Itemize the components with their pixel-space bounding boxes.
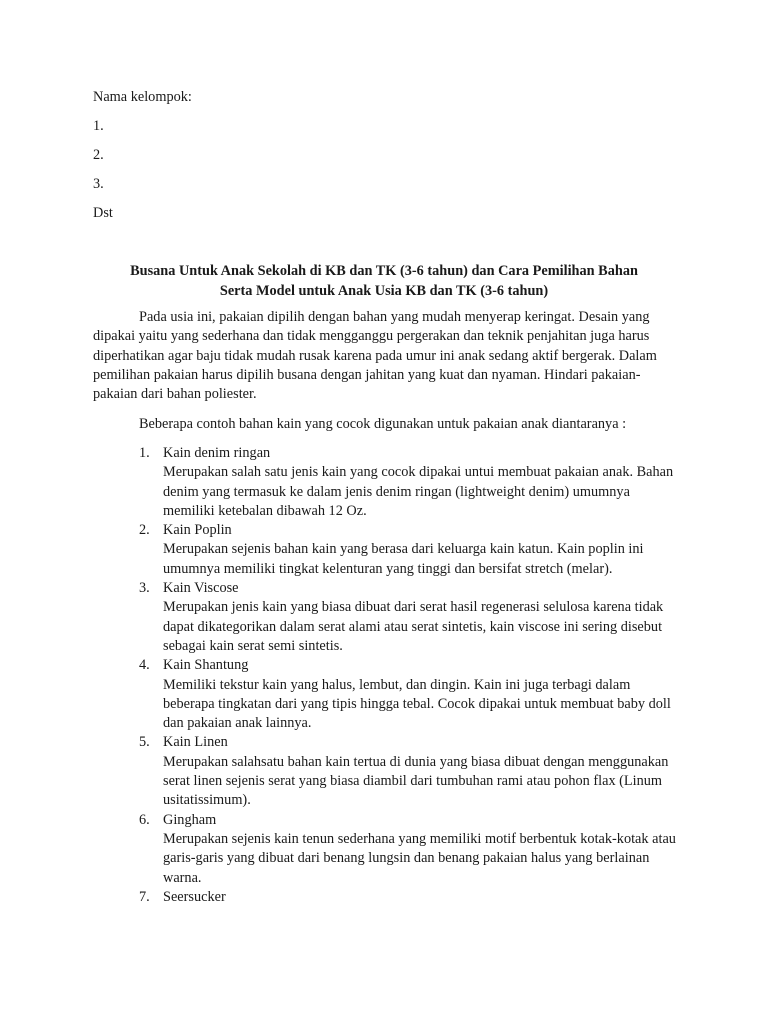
intro-paragraph: Pada usia ini, pakaian dipilih dengan bahan yang mudah menyerap keringat. Desain yang dipakai yaitu yang sederhana dan tidak mengganggu pergerakan dan teknik penjahitan juga harus diperhatikan agar baju tidak mudah rusak karena pada umur ini anak sedang aktif bergerak. Dalam pemilihan pakaian harus dipilih busana dengan jahitan yang kuat dan nyaman. Hindari pakaian-pakaian dari bahan poliester. — [93, 309, 657, 403]
list-item-number: 3. — [139, 580, 150, 597]
list-item — [139, 811, 679, 888]
list-item-number: 7. — [139, 888, 150, 905]
fabric-name: Kain Viscose — [163, 580, 239, 597]
list-item — [139, 579, 679, 656]
group-label: Nama kelompok: — [93, 89, 192, 105]
fabric-description: Merupakan sejenis kain tenun sederhana yang memiliki motif berbentuk kotak-kotak atau garis-garis yang dibuat dari benang lungsin dan benang pakaian halus yang berlainan warna. — [163, 830, 676, 886]
fabric-description: Memiliki tekstur kain yang halus, lembut, dan dingin. Kain ini juga terbagi dalam beberapa tingkatan dari yang tipis hingga tebal. Cocok dipakai untuk membuat baby doll dan pakaian anak lainnya. — [163, 676, 671, 732]
fabric-description: Merupakan sejenis bahan kain yang berasa dari keluarga kain katun. Kain poplin ini umumnya memiliki tingkat kelenturan yang tinggi dan bersifat stretch (melar). — [163, 541, 644, 577]
fabric-list — [139, 444, 679, 907]
fabric-name: Seersucker — [163, 888, 226, 905]
list-item — [139, 888, 679, 907]
title-line-1: Busana Untuk Anak Sekolah di KB dan TK (3-6 tahun) dan Cara Pemilihan Bahan — [130, 263, 638, 279]
list-item-number: 1. — [139, 445, 150, 461]
group-member-2: 2. — [93, 147, 104, 163]
list-item-number: 6. — [139, 811, 150, 828]
group-etc: Dst — [93, 205, 113, 221]
list-item — [139, 444, 679, 521]
group-member-1: 1. — [93, 118, 104, 134]
title-line-2: Serta Model untuk Anak Usia KB dan TK (3-6 tahun) — [219, 282, 549, 299]
fabric-description: Merupakan jenis kain yang biasa dibuat dari serat hasil regenerasi selulosa karena tidak dapat dikategorikan dalam serat alami atau serat sintetis, kain viscose ini sering disebut sebagai kain serat semi sintetis. — [163, 599, 664, 654]
fabric-list-lead: Beberapa contoh bahan kain yang cocok digunakan untuk pakaian anak diantaranya : — [139, 416, 627, 432]
document-title — [96, 262, 672, 301]
group-member-3: 3. — [93, 176, 104, 192]
fabric-name: Kain Poplin — [163, 522, 232, 539]
fabric-name: Kain denim ringan — [163, 445, 271, 461]
list-item-number: 2. — [139, 522, 150, 539]
list-item — [139, 733, 679, 810]
list-item-number: 4. — [139, 657, 150, 674]
fabric-description: Merupakan salahsatu bahan kain tertua di dunia yang biasa dibuat dengan menggunakan serat linen sejenis serat yang biasa diambil dari tumbuhan rami atau pohon flax (Linum usitatissimum). — [163, 753, 669, 809]
fabric-name: Kain Shantung — [163, 657, 249, 674]
fabric-name: Gingham — [163, 811, 217, 828]
list-item-number: 5. — [139, 734, 150, 751]
fabric-description: Merupakan salah satu jenis kain yang cocok dipakai untui membuat pakaian anak. Bahan denim yang termasuk ke dalam jenis denim ringan (lightweight denim) umumnya memiliki ketebalan dibawah 12 Oz. — [163, 464, 674, 519]
list-item — [139, 656, 679, 733]
fabric-name: Kain Linen — [163, 734, 228, 751]
list-item — [139, 521, 679, 579]
